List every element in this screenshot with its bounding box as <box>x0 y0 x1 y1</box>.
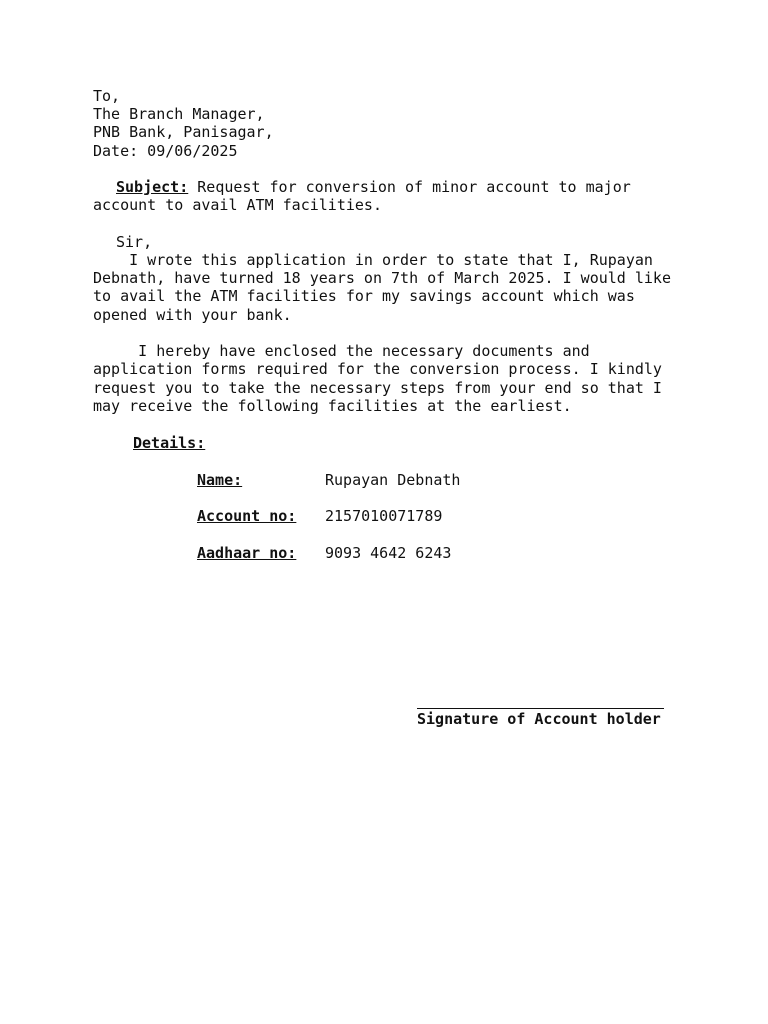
account-value: 2157010071789 <box>325 507 443 525</box>
address-recipient: The Branch Manager, <box>93 105 265 123</box>
paragraph2-line: application forms required for the conversion process. I kindly <box>93 360 662 378</box>
salutation: Sir, <box>116 233 153 251</box>
paragraph1-line: to avail the ATM facilities for my savings account which was <box>93 287 635 305</box>
address-bank: PNB Bank, Panisagar, <box>93 123 274 141</box>
paragraph1-line: Debnath, have turned 18 years on 7th of March 2025. I would like <box>93 269 671 287</box>
account-label: Account no: <box>197 507 297 525</box>
paragraph2-line: I hereby have enclosed the necessary documents and <box>93 342 590 360</box>
paragraph2-line: request you to take the necessary steps from your end so that I <box>93 379 662 397</box>
name-value: Rupayan Debnath <box>325 471 461 489</box>
name-label: Name: <box>197 471 243 489</box>
signature-line <box>417 708 664 709</box>
paragraph2-line: may receive the following facilities at the earliest. <box>93 397 572 415</box>
aadhaar-label: Aadhaar no: <box>197 544 297 562</box>
subject-text-1: Request for conversion of minor account to major <box>188 178 631 196</box>
subject-label: Subject: <box>116 178 189 196</box>
subject-line <box>116 178 631 196</box>
signature-label: Signature of Account holder <box>417 710 661 728</box>
paragraph1-line: opened with your bank. <box>93 306 292 324</box>
details-heading: Details: <box>133 434 206 452</box>
subject-text-2: account to avail ATM facilities. <box>93 196 382 214</box>
letter-date: Date: 09/06/2025 <box>93 142 238 160</box>
aadhaar-value: 9093 4642 6243 <box>325 544 452 562</box>
paragraph1-line: I wrote this application in order to state that I, Rupayan <box>93 251 653 269</box>
address-to: To, <box>93 87 121 105</box>
